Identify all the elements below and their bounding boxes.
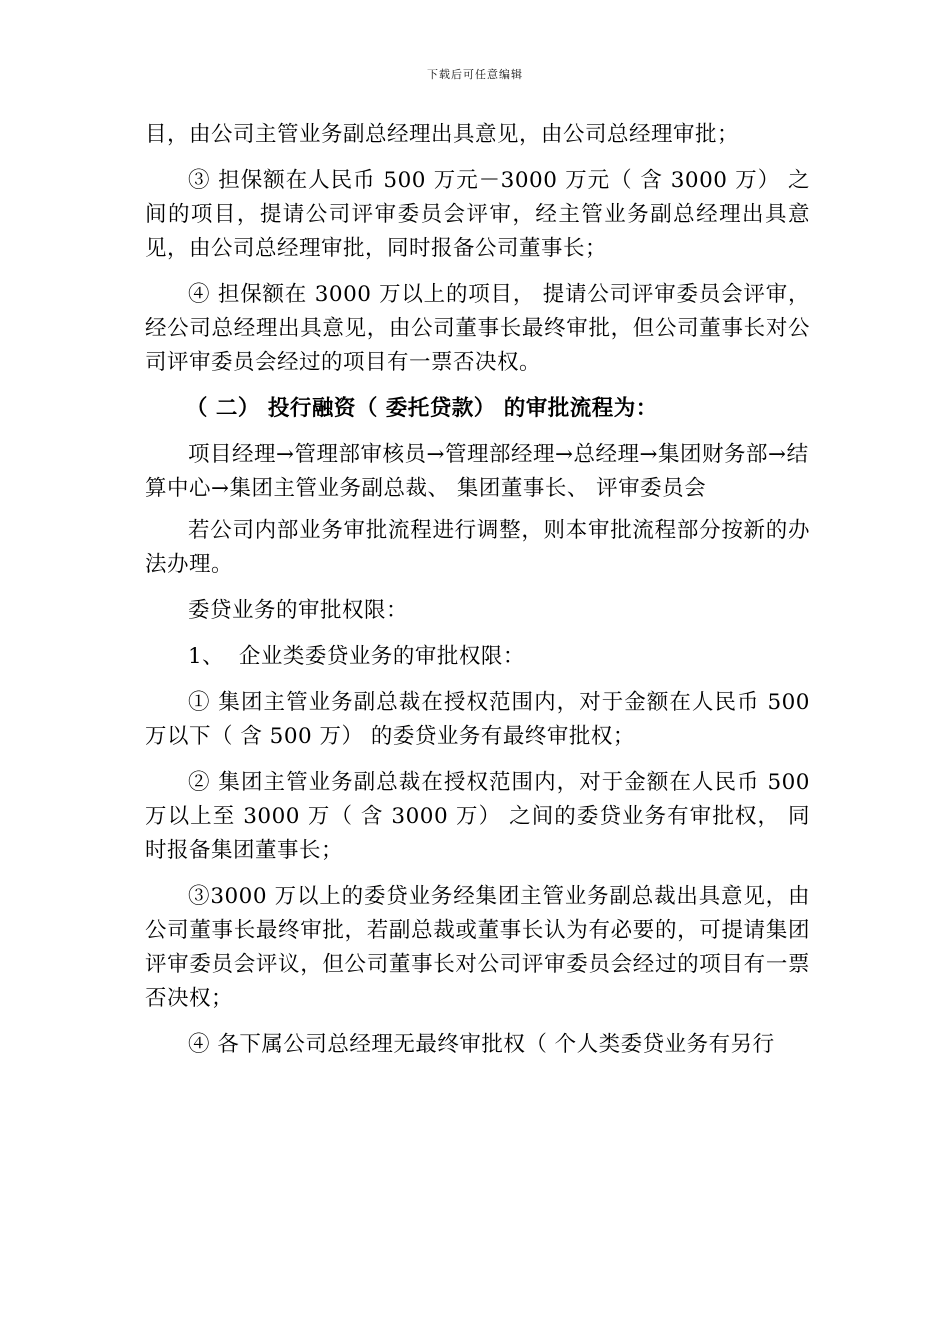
paragraph-guarantee-4: ④ 担保额在 3000 万以上的项目， 提请公司评审委员会评审，经公司总经理出具意见，由公司董事长最终审批，但公司董事长对公司评审委员会经过的项目有一票否决权。 bbox=[145, 282, 810, 375]
paragraph-loan-3: ③3000 万以上的委贷业务经集团主管业务副总裁出具意见，由公司董事长最终审批，若副总裁或董事长认为有必要的，可提请集团评审委员会评议，但公司董事长对公司评审委员会经过的项目有一票否决权； bbox=[145, 884, 810, 1011]
paragraph-approval-flow: 项目经理→管理部审核员→管理部经理→总经理→集团财务部→结算中心→集团主管业务副总裁、 集团董事长、 评审委员会 bbox=[145, 442, 809, 501]
paragraph-enterprise-title: 1、 企业类委贷业务的审批权限： bbox=[188, 644, 525, 669]
paragraph-loan-2: ② 集团主管业务副总裁在授权范围内，对于金额在人民币 500 万以上至 3000 万（ 含 3000 万） 之间的委贷业务有审批权， 同时报备集团董事长； bbox=[145, 770, 818, 863]
page-header: 下载后可任意编辑 bbox=[427, 68, 523, 81]
paragraph-continuation: 目，由公司主管业务副总经理出具意见，由公司总经理审批； bbox=[145, 122, 740, 147]
paragraph-guarantee-3: ③ 担保额在人民币 500 万元－3000 万元（ 含 3000 万） 之间的项目，提请公司评审委员会评审，经主管业务副总经理出具意见，由公司总经理审批，同时报备公司董事长； bbox=[145, 168, 810, 261]
document-body bbox=[145, 118, 818, 1074]
section-heading: （ 二） 投行融资（ 委托贷款） 的审批流程为： bbox=[185, 396, 658, 421]
paragraph-loan-4: ④ 各下属公司总经理无最终审批权（ 个人类委贷业务有另行 bbox=[188, 1032, 775, 1057]
paragraph-adjustment: 若公司内部业务审批流程进行调整，则本审批流程部分按新的办法办理。 bbox=[145, 518, 810, 577]
paragraph-authority-title: 委贷业务的审批权限： bbox=[188, 598, 409, 623]
paragraph-loan-1: ① 集团主管业务副总裁在授权范围内，对于金额在人民币 500 万以下（ 含 500 万） 的委贷业务有最终审批权； bbox=[145, 690, 818, 749]
